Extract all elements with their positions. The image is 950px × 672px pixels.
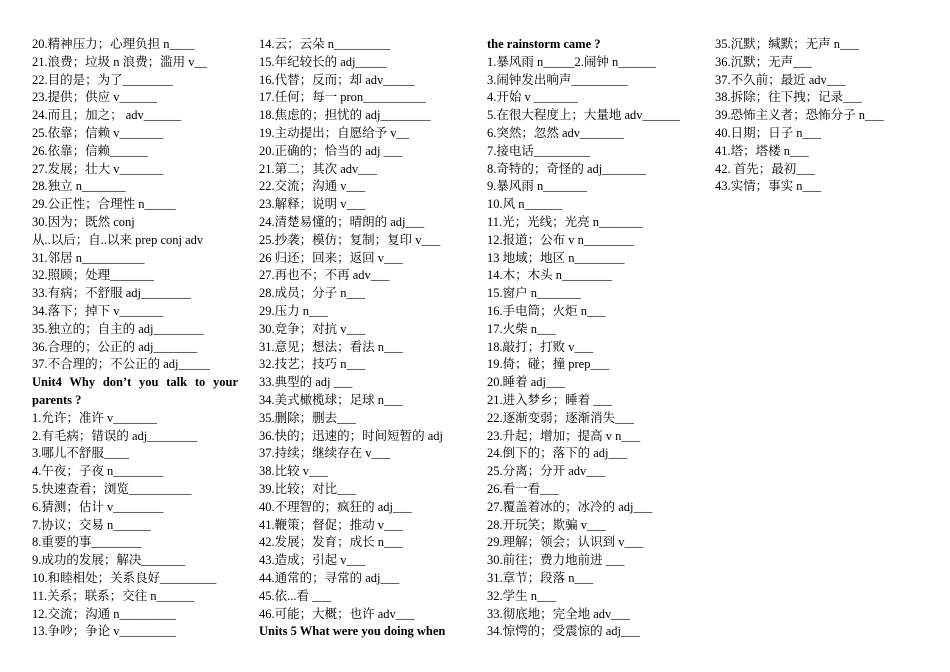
vocab-item: 32.照顾；处理_______ bbox=[32, 268, 154, 283]
vocab-item: 25.抄袭；模仿；复制；复印 v___ bbox=[259, 232, 441, 247]
vocab-item: 18.敲打；打败 v___ bbox=[487, 339, 594, 354]
vocab-item: 29.公正性；合理性 n_____ bbox=[32, 197, 176, 212]
vocab-item: 17.任何；每一 pron__________ bbox=[259, 90, 426, 105]
vocab-item: 20.睡着 adj___ bbox=[487, 375, 565, 390]
vocab-item: 38.比较 v___ bbox=[259, 464, 328, 479]
vocab-item: 11.关系；联系；交往 n______ bbox=[32, 588, 195, 603]
vocab-item: 21.第二；其次 adv___ bbox=[259, 161, 378, 176]
vocab-item: 18.焦虑的；担忧的 adj________ bbox=[259, 108, 431, 123]
vocab-item: 17.火柴 n___ bbox=[487, 321, 556, 336]
vocab-item: 14.木；木头 n________ bbox=[487, 268, 613, 283]
vocab-item: 24.而且；加之； adv______ bbox=[32, 108, 182, 123]
vocab-item: 3.哪儿不舒服____ bbox=[32, 446, 129, 461]
vocab-item: 41.塔；塔楼 n___ bbox=[715, 143, 809, 158]
vocab-item: 30.因为；既然 conj bbox=[32, 214, 135, 229]
vocab-item: 29.压力 n___ bbox=[259, 303, 328, 318]
vocab-item: 33.典型的 adj ___ bbox=[259, 375, 353, 390]
vocab-item: 1.暴风雨 n_____2.闹钟 n______ bbox=[487, 54, 656, 69]
vocab-item: 42. 首先；最初___ bbox=[715, 161, 816, 176]
vocab-item: 9.成功的发展；解决_______ bbox=[32, 553, 186, 568]
vocab-item: 14.云；云朵 n_________ bbox=[259, 37, 391, 51]
vocab-item: 4.开始 v _______ bbox=[487, 90, 578, 105]
vocab-item: 16.手电筒；火炬 n___ bbox=[487, 303, 606, 318]
vocab-item: 5.在很大程度上；大量地 adv______ bbox=[487, 108, 681, 123]
vocab-item: 34.落下；掉下 v_______ bbox=[32, 303, 164, 318]
vocab-item: 31.邻居 n__________ bbox=[32, 250, 145, 265]
vocab-item: 26 归还；回来；返回 v___ bbox=[259, 250, 403, 265]
vocab-item: 32.学生 n___ bbox=[487, 588, 556, 603]
vocab-item: 25.依靠；信赖 v_______ bbox=[32, 125, 164, 140]
vocab-item: 28.开玩笑；欺骗 v___ bbox=[487, 517, 606, 532]
vocab-item: 35.独立的；自主的 adj________ bbox=[32, 321, 204, 336]
vocab-item: 8.重要的事________ bbox=[32, 535, 142, 550]
vocab-item: 43.造成；引起 v___ bbox=[259, 553, 366, 568]
vocab-item: 27.覆盖着冰的；冰冷的 adj___ bbox=[487, 499, 653, 514]
vocab-column-2 bbox=[259, 36, 471, 641]
vocab-item: 35.删除；删去___ bbox=[259, 410, 356, 425]
vocab-item: 19.倚；碰；撞 prep___ bbox=[487, 357, 610, 372]
vocab-item: 15.年纪较长的 adj_____ bbox=[259, 54, 387, 69]
vocab-item: 29.理解；领会；认识到 v___ bbox=[487, 535, 644, 550]
unit-heading: Units 5 What were you doing when bbox=[259, 624, 446, 639]
vocab-item: 37.不合理的；不公正的 adj_____ bbox=[32, 357, 210, 372]
vocab-item: 30.竞争；对抗 v___ bbox=[259, 321, 366, 336]
vocab-item: 27.再也不；不再 adv___ bbox=[259, 268, 390, 283]
vocab-item: 20.精神压力；心理负担 n____ bbox=[32, 37, 195, 51]
vocab-column-1 bbox=[32, 36, 238, 641]
vocab-item: 20.正确的；恰当的 adj ___ bbox=[259, 143, 403, 158]
vocab-item: 22.逐渐变弱；逐渐消失___ bbox=[487, 410, 634, 425]
vocab-item: 33.彻底地；完全地 adv___ bbox=[487, 606, 631, 621]
vocab-item: 36.快的；迅速的；时间短暂的 adj bbox=[259, 428, 444, 443]
vocab-item: 28.成员；分子 n___ bbox=[259, 286, 366, 301]
vocab-item: 7.接电话_________ bbox=[487, 143, 591, 158]
vocab-item: 6.突然；忽然 adv_______ bbox=[487, 125, 624, 140]
vocab-item: 45.依...看 ___ bbox=[259, 588, 331, 603]
vocab-item: 39.比较；对比___ bbox=[259, 481, 356, 496]
vocab-item: 36.沉默；无声___ bbox=[715, 54, 812, 69]
vocab-item: 41.鞭策；督促；推动 v___ bbox=[259, 517, 403, 532]
vocab-item: 16.代替；反而；却 adv_____ bbox=[259, 72, 415, 87]
vocab-item: 39.恐怖主义者；恐怖分子 n___ bbox=[715, 108, 884, 123]
vocab-item: 7.协议；交易 n______ bbox=[32, 517, 151, 532]
vocab-item: 44.通常的；寻常的 adj___ bbox=[259, 570, 400, 585]
vocab-item: 22.交流；沟通 v___ bbox=[259, 179, 366, 194]
vocab-item: 33.有病；不舒服 adj________ bbox=[32, 286, 192, 301]
vocab-item: 3.闹钟发出响声_________ bbox=[487, 72, 628, 87]
unit-heading: Unit4 Why don’t you talk to your bbox=[32, 375, 238, 390]
vocab-item: 32.技艺；技巧 n___ bbox=[259, 357, 366, 372]
unit-heading: the rainstorm came ? bbox=[487, 37, 601, 51]
vocab-column-3 bbox=[487, 36, 699, 641]
vocab-item: 10.和睦相处；关系良好_________ bbox=[32, 570, 217, 585]
vocab-item: 30.前往；费力地前进 ___ bbox=[487, 553, 625, 568]
vocab-item: 19.主动提出；自愿给予 v__ bbox=[259, 125, 410, 140]
vocab-item: 22.目的是；为了________ bbox=[32, 72, 173, 87]
vocab-item: 从..以后；自..以来 prep conj adv bbox=[32, 232, 204, 247]
vocab-item: 12.报道；公布 v n________ bbox=[487, 232, 634, 247]
vocab-item: 6.猜测；估计 v________ bbox=[32, 499, 164, 514]
vocab-item: 5.快速查看；浏览__________ bbox=[32, 481, 192, 496]
vocab-item: 26.看一看___ bbox=[487, 481, 559, 496]
vocab-item: 2.有毛病；错误的 adj________ bbox=[32, 428, 198, 443]
vocab-item: 23.提供；供应 v______ bbox=[32, 90, 158, 105]
vocab-item: 31.章节；段落 n___ bbox=[487, 570, 594, 585]
vocab-item: 4.午夜；子夜 n________ bbox=[32, 464, 164, 479]
vocab-item: 43.实情；事实 n___ bbox=[715, 179, 822, 194]
vocab-item: 10.风 n______ bbox=[487, 197, 563, 212]
vocab-item: 28.独立 n_______ bbox=[32, 179, 126, 194]
vocab-item: 40.不理智的；疯狂的 adj___ bbox=[259, 499, 412, 514]
vocab-item: 11.光；光线；光亮 n_______ bbox=[487, 214, 643, 229]
vocab-item: 36.合理的；公正的 adj_______ bbox=[32, 339, 198, 354]
unit-heading: parents ? bbox=[32, 392, 82, 407]
vocab-item: 31.意见；想法；看法 n___ bbox=[259, 339, 403, 354]
vocab-item: 34.惊愕的；受震惊的 adj___ bbox=[487, 624, 640, 639]
vocab-item: 15.窗户 n_______ bbox=[487, 286, 581, 301]
vocab-item: 21.浪费；垃圾 n 浪费；滥用 v__ bbox=[32, 54, 208, 69]
vocab-item: 24.清楚易懂的；晴朗的 adj___ bbox=[259, 214, 425, 229]
vocab-item: 46.可能；大概；也许 adv___ bbox=[259, 606, 415, 621]
vocab-item: 1.允许；准许 v_______ bbox=[32, 410, 158, 425]
vocab-item: 12.交流；沟通 n_________ bbox=[32, 606, 176, 621]
vocab-item: 13 地域；地区 n________ bbox=[487, 250, 625, 265]
vocab-item: 8.奇特的；奇怪的 adj_______ bbox=[487, 161, 647, 176]
vocab-column-4 bbox=[715, 36, 927, 196]
vocab-item: 23.解释；说明 v___ bbox=[259, 197, 366, 212]
vocab-item: 38.拆除；往下拽；记录___ bbox=[715, 90, 862, 105]
vocab-item: 27.发展；壮大 v_______ bbox=[32, 161, 164, 176]
vocab-item: 37.持续；继续存在 v___ bbox=[259, 446, 391, 461]
vocab-item: 25.分离；分开 adv___ bbox=[487, 464, 606, 479]
vocab-item: 34.美式橄榄球；足球 n___ bbox=[259, 392, 403, 407]
vocab-item: 13.争吵；争论 v_________ bbox=[32, 624, 176, 639]
vocab-item: 21.进入梦乡；睡着 ___ bbox=[487, 392, 613, 407]
vocab-item: 42.发展；发育；成长 n___ bbox=[259, 535, 403, 550]
vocab-item: 23.升起；增加；提高 v n___ bbox=[487, 428, 641, 443]
vocab-item: 37.不久前；最近 adv___ bbox=[715, 72, 846, 87]
vocab-item: 24.倒下的；落下的 adj___ bbox=[487, 446, 628, 461]
vocab-item: 40.日期；日子 n___ bbox=[715, 125, 822, 140]
vocab-item: 9.暴风雨 n_______ bbox=[487, 179, 588, 194]
vocab-item: 35.沉默；缄默；无声 n___ bbox=[715, 37, 859, 51]
vocab-item: 26.依靠；信赖______ bbox=[32, 143, 148, 158]
